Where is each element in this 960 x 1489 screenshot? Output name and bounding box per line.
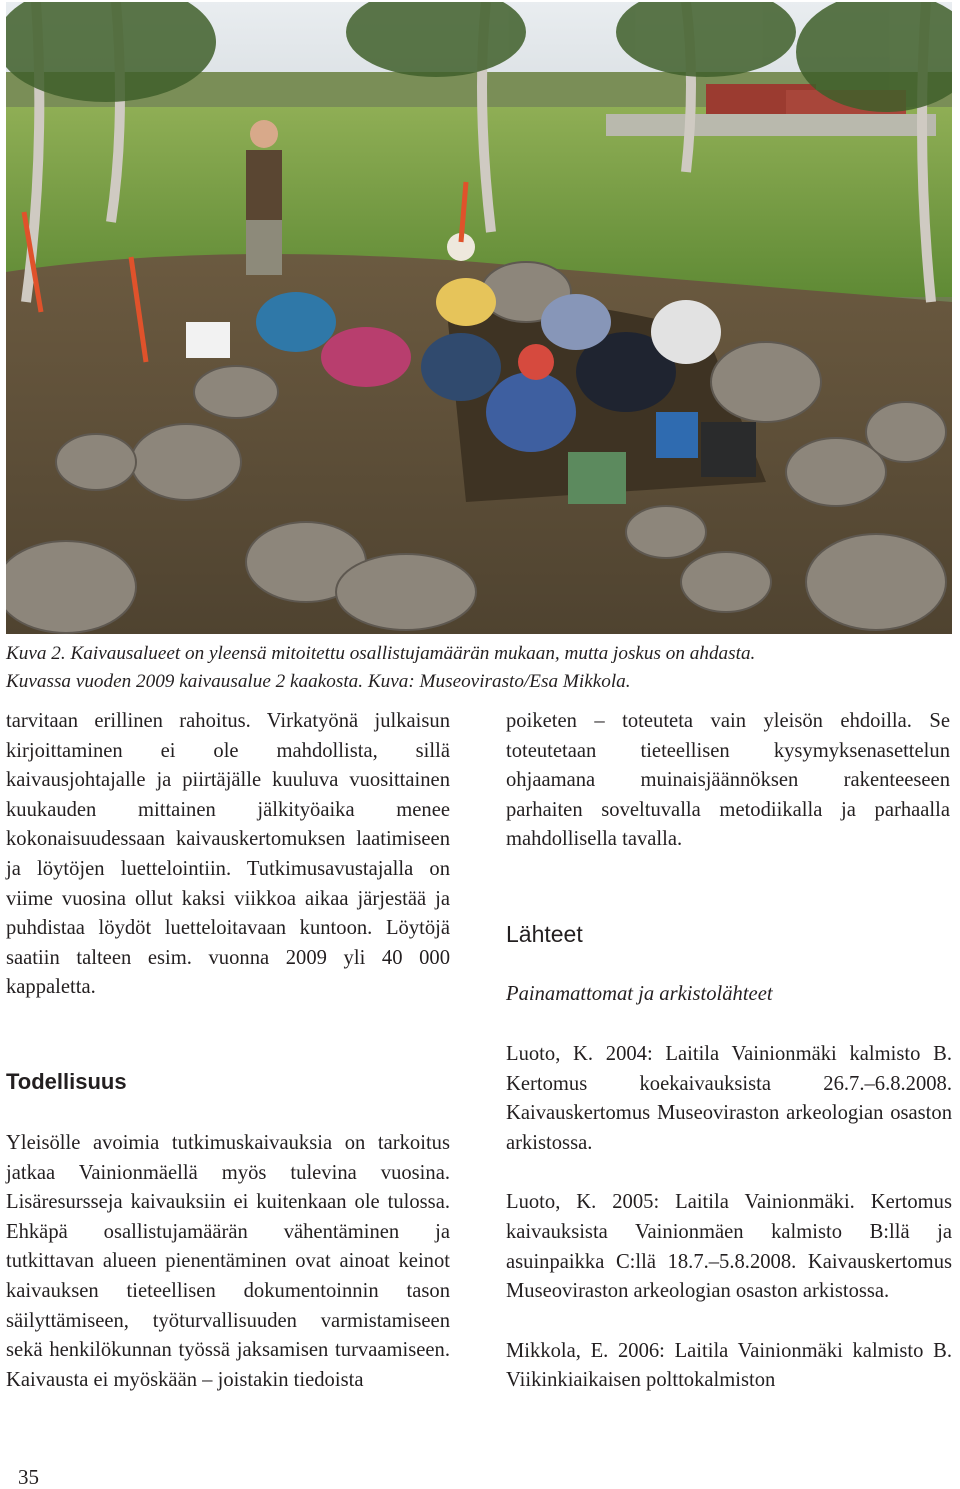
- reference-item: Luoto, K. 2005: Laitila Vainionmäki. Kertomus kaivauksista Vainionmäen kalmisto B:llä ja asuinpaikka C:llä 18.7.–5.8.2008. Kaivauskertomus Museoviraston arkeologian osaston arkistossa.: [506, 1191, 952, 1303]
- reference-item: Mikkola, E. 2006: Laitila Vainionmäki kalmisto B. Viikinkiaikaisen polttokalmiston: [506, 1339, 952, 1392]
- sources-subtitle: Painamattomat ja arkistolähteet: [506, 983, 773, 1005]
- right-paragraph: poiketen – toteuteta vain yleisön ehdoilla. Se toteutetaan tieteellisen kysymyksenasettelun ohjaamana muinaisjäännöksen rakenteeseen parhaiten soveltuvalla metodiikalla ja parhaalla mahdollisella tavalla.: [506, 710, 950, 851]
- left-paragraph: tarvitaan erillinen rahoitus. Virkatyönä julkaisun kirjoittaminen ei ole mahdollista, sillä kaivausjohtajalle ja piirtäjälle kuuluva vuosittainen kuukauden mittainen jälkityöaika menee kokonaisuudessaan kaivauskertomuksen laatimiseen ja löytöjen luettelointiin. Tutkimusavustajalla on viime vuosina ollut kaksi viikkoa aikaa järjestää ja puhdistaa löydöt luetteloitavaan kuntoon. Löytöjä saatiin talteen esim. vuonna 2009 yli 40 000 kappaletta.: [6, 710, 450, 999]
- section-paragraph: Yleisölle avoimia tutkimuskaivauksia on tarkoitus jatkaa Vainionmäellä myös tulevina vuosina. Lisäresursseja kaivauksiin ei kuitenkaan ole tulossa. Ehkäpä osallistujamäärän vähentäminen ja tutkittavan alueen pienentäminen ovat ainoat keinot kaivauksen tieteellisen dokumentoinnin tason säilyttämiseen, työturvallisuuden varmistamiseen sekä henkilökunnan työssä jaksamisen turvaamiseen. Kaivausta ei myöskään – joistakin tiedoista: [6, 1132, 450, 1391]
- caption-line-1: Kuva 2. Kaivausalueet on yleensä mitoitettu osallistujamäärän mukaan, mutta joskus on ahdasta.: [6, 643, 756, 664]
- reference-list: [506, 1040, 952, 1426]
- reference-item: Luoto, K. 2004: Laitila Vainionmäki kalmisto B. Kertomus koekaivauksista 26.7.–6.8.2008. Kaivauskertomus Museoviraston arkeologian osaston arkistossa.: [506, 1043, 952, 1154]
- figure-caption: [6, 640, 952, 696]
- page-number: 35: [18, 1465, 39, 1489]
- caption-line-2: Kuvassa vuoden 2009 kaivausalue 2 kaakosta. Kuva: Museovirasto/Esa Mikkola.: [6, 671, 631, 692]
- section-body: [6, 1129, 450, 1395]
- section-title: Todellisuus: [6, 1069, 127, 1094]
- left-column: [6, 707, 450, 1003]
- right-column: [506, 707, 950, 855]
- excavation-photo: [6, 2, 952, 634]
- sources-title: Lähteet: [506, 921, 583, 947]
